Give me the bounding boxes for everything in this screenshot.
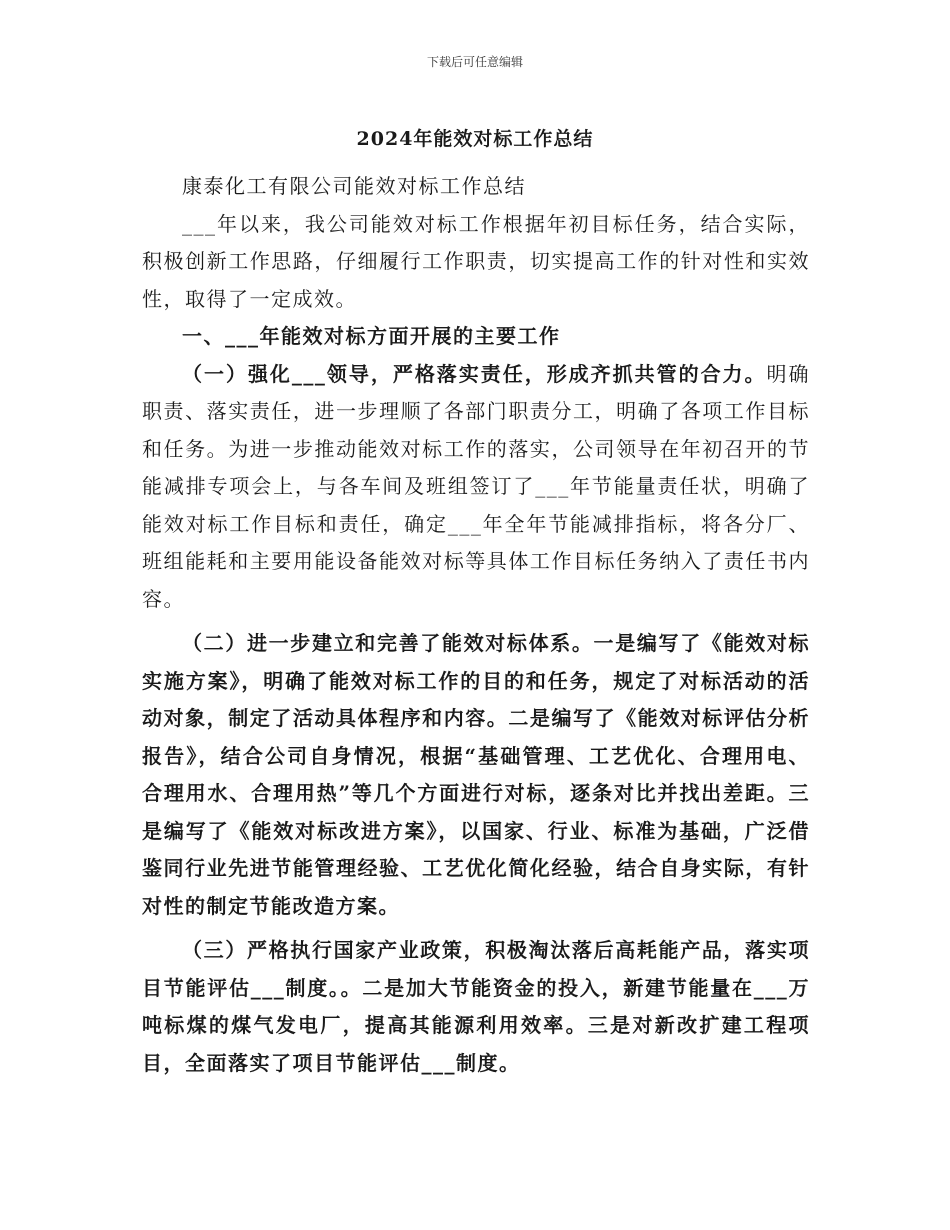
paragraph-company-heading: 康泰化工有限公司能效对标工作总结	[182, 174, 526, 198]
item-1-heading: （一）强化___领导，严格落实责任，形成齐抓共管的合力。	[182, 361, 767, 386]
header-note: 下载后可任意编辑	[426, 55, 523, 69]
paragraph-item-1	[142, 356, 810, 619]
paragraph-item-2: （二）进一步建立和完善了能效对标体系。一是编写了《能效对标实施方案》，明确了能效对标工作的目的和任务，规定了对标活动的活动对象，制定了活动具体程序和内容。二是编写了《能效对标评估分析报告》，结合公司自身情况，根据“基础管理、工艺优化、合理用电、合理用水、合理用热”等几个方面进行对标，逐条对比并找出差距。三是编写了《能效对标改进方案》，以国家、行业、标准为基础，广泛借鉴同行业先进节能管理经验、工艺优化简化经验，结合自身实际，有针对性的制定节能改造方案。	[142, 631, 810, 918]
section-heading-1: 一、___年能效对标方面开展的主要工作	[182, 324, 561, 348]
paragraph-item-3: （三）严格执行国家产业政策，积极淘汰落后高耗能产品，落实项目节能评估___制度。。二是加大节能资金的投入，新建节能量在___万吨标煤的煤气发电厂，提高其能源利用效率。三是对新改扩建工程项目，全面落实了项目节能评估___制度。	[142, 938, 810, 1075]
document-title: 2024年能效对标工作总结	[356, 128, 594, 150]
paragraph-intro: ___年以来，我公司能效对标工作根据年初目标任务，结合实际，积极创新工作思路，仔细履行工作职责，切实提高工作的针对性和实效性，取得了一定成效。	[142, 211, 810, 311]
item-1-body: 明确职责、落实责任，进一步理顺了各部门职责分工，明确了各项工作目标和任务。为进一步推动能效对标工作的落实，公司领导在年初召开的节能减排专项会上，与各车间及班组签订了___年节能量责任状，明确了能效对标工作目标和责任，确定___年全年节能减排指标，将各分厂、班组能耗和主要用能设备能效对标等具体工作目标任务纳入了责任书内容。	[142, 361, 811, 611]
document-body	[142, 168, 810, 1082]
